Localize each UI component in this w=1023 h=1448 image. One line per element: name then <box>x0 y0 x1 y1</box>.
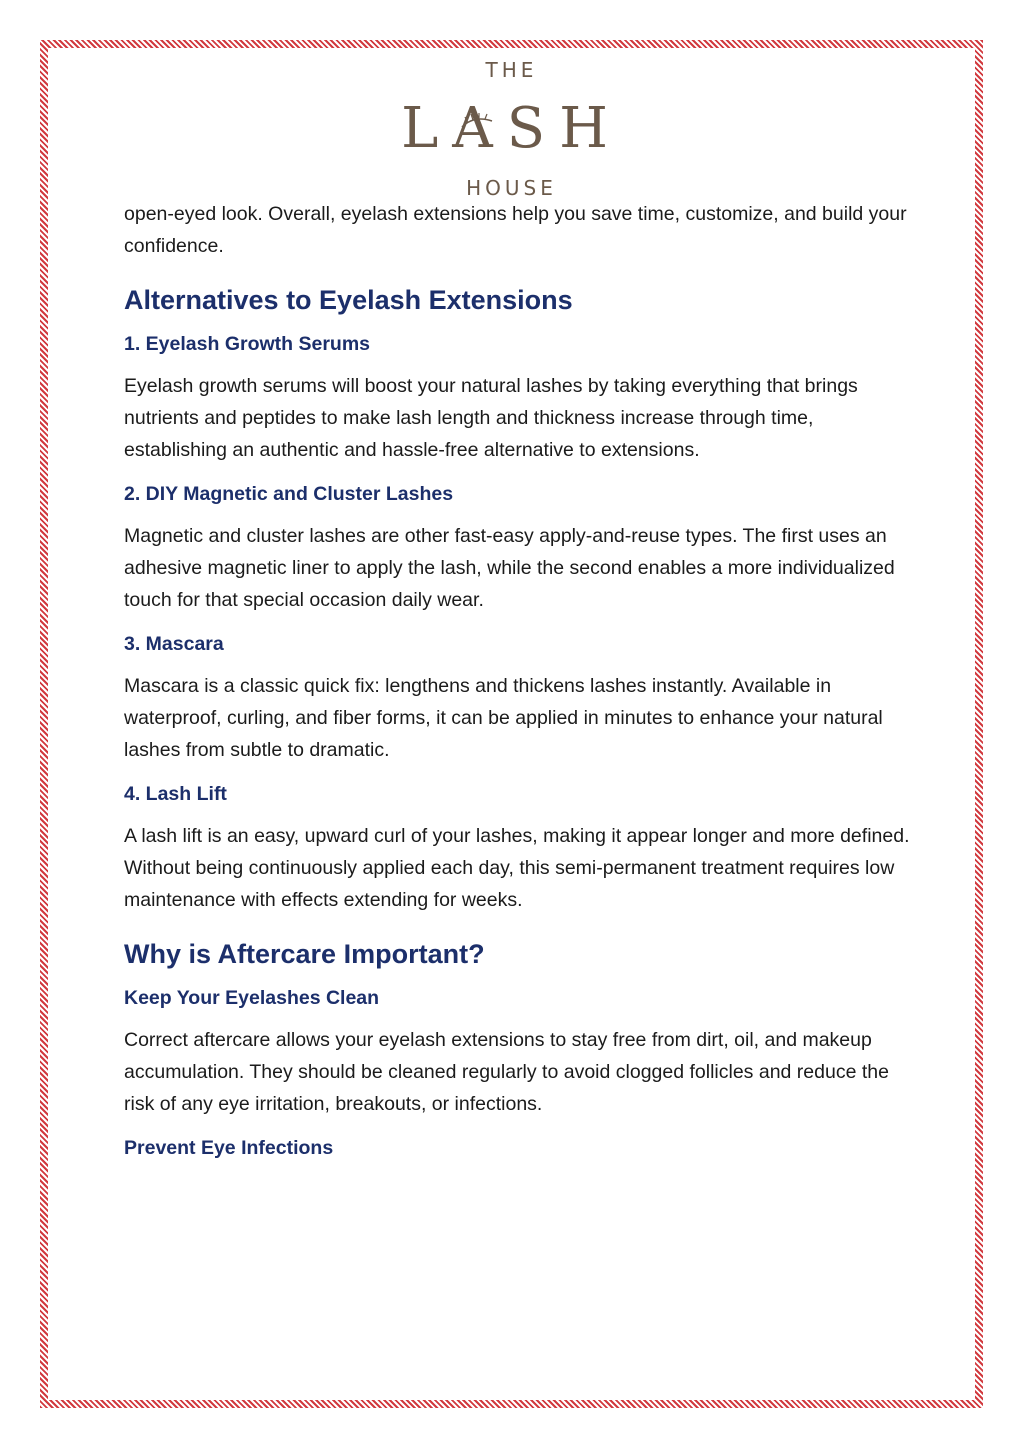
section-heading-aftercare: Why is Aftercare Important? <box>124 939 485 969</box>
logo-main-text: LASH <box>401 96 622 161</box>
paragraph-mascara: Mascara is a classic quick fix: lengthens and thickens lashes instantly. Available in waterproof, curling, and fiber forms, it can be applied in minutes to enhance your natural lashes from subtle to dramatic. <box>124 675 883 761</box>
subheading-growth-serums: 1. Eyelash Growth Serums <box>124 333 371 355</box>
logo-bottom-text: HOUSE <box>466 176 557 200</box>
subheading-mascara: 3. Mascara <box>124 633 224 655</box>
document-body <box>124 198 914 1174</box>
eyelash-icon <box>460 113 494 133</box>
logo-top-text: THE <box>485 58 538 82</box>
intro-paragraph: open-eyed look. Overall, eyelash extensions help you save time, customize, and build your confidence. <box>124 203 907 257</box>
subheading-magnetic-cluster: 2. DIY Magnetic and Cluster Lashes <box>124 483 454 505</box>
lash-house-logo <box>0 58 1023 203</box>
subheading-lash-lift: 4. Lash Lift <box>124 783 227 805</box>
paragraph-keep-clean: Correct aftercare allows your eyelash extensions to stay free from dirt, oil, and makeup accumulation. They should be cleaned regularly to avoid clogged follicles and reduce the risk of any eye irritation, breakouts, or infections. <box>124 1029 889 1115</box>
paragraph-growth-serums: Eyelash growth serums will boost your natural lashes by taking everything that brings nutrients and peptides to make lash length and thickness increase through time, establishing an authentic and hassle-free alternative to extensions. <box>124 375 858 461</box>
paragraph-magnetic-cluster: Magnetic and cluster lashes are other fast-easy apply-and-reuse types. The first uses an adhesive magnetic liner to apply the lash, while the second enables a more individualized touch for that special occasion daily wear. <box>124 525 895 611</box>
subheading-keep-clean: Keep Your Eyelashes Clean <box>124 987 380 1009</box>
paragraph-lash-lift: A lash lift is an easy, upward curl of your lashes, making it appear longer and more defined. Without being continuously applied each day, this semi-permanent treatment requires low maintenance with effects extending for weeks. <box>124 825 910 911</box>
section-heading-alternatives: Alternatives to Eyelash Extensions <box>124 285 573 315</box>
subheading-prevent-infections: Prevent Eye Infections <box>124 1137 334 1159</box>
